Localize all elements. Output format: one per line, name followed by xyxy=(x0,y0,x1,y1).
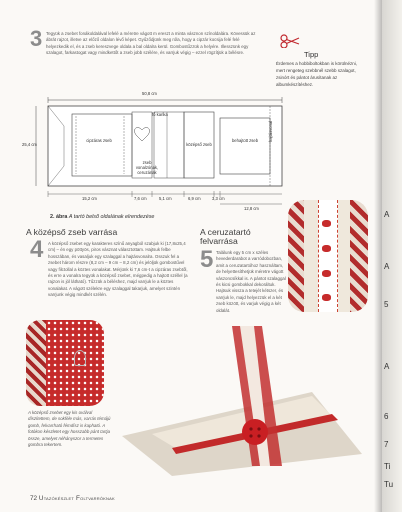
section4-paragraph: A középső zsebet egy karakteres színű anyagból szabjuk ki (17,8x25,4 cm) – én egy pöttyös, piros vásznat választottam. Hajtsuk felbe hosszában, és vasaljuk egy szalaggal a hajtásvonalra. Osszuk fel a zsebet három részre (8,2 cm – 9 cm – 8,2 cm) és jelöljük gombostűvel vagy filctollal a köztes vonalakat. Mérjünk ki 7,6 cm-t a cipzáras zsebtől, és erre a vonalra tegyük a középső zsebet, mégpedig a hajtott széllel (a rajzon is jól látható). Tűzzük a béléshez, majd varrjuk le a köztes vonalakat. A vágott szélekre egy szalaggal takarjuk, amelyet szintén varrjunk végig mindkét szélén. xyxy=(48,241,188,298)
book-page-right-edge xyxy=(382,0,402,512)
caption-number: 2. ábra xyxy=(50,214,68,220)
dim-bottom-5: 3,3 cm xyxy=(212,196,225,201)
dim-left: 25,4 cm xyxy=(22,142,37,147)
label-kozepso: középső zseb xyxy=(186,142,212,147)
label-behajtott: behajtott zseb xyxy=(231,138,259,143)
rolled-case-drawing xyxy=(112,326,374,476)
edge-letter: 5 xyxy=(384,300,389,309)
photo-ribbon-detail xyxy=(288,200,368,312)
page-footer xyxy=(30,495,115,502)
book-spine-shadow xyxy=(374,0,382,512)
label-fokarika: fő karika xyxy=(152,112,168,117)
photo-rolled-case xyxy=(112,326,374,476)
tip-text: Érdemes a hobbiboltokban is körülnézni, mert rengeteg szebbnél szebb szalagot, zsinórt és pántot árusítanak az albumkészítéshez. xyxy=(276,61,358,87)
dim-bottom-1: 15,2 cm xyxy=(82,196,97,201)
step-number-3: 3 xyxy=(30,26,43,51)
edge-letter: Tu xyxy=(384,480,394,489)
label-zseb-vonalzonak: zseb vonalzónak, ceruzának xyxy=(135,160,159,175)
edge-letter: A xyxy=(384,262,390,271)
step-number-4: 4 xyxy=(30,236,44,263)
heading-middle-pocket: A középső zseb varrása xyxy=(26,227,118,237)
diagram-inner-layout xyxy=(24,86,294,226)
heading-pencil-line1: A ceruzatartó xyxy=(200,227,251,237)
label-fold: hajtásvonal xyxy=(268,120,273,142)
caption-text: A tartó belső oldalának elrendezése xyxy=(68,214,155,220)
dim-bottom-2: 7,6 cm xyxy=(134,196,147,201)
tip-title: Tipp xyxy=(304,50,319,59)
edge-letter: A xyxy=(384,210,390,219)
button-icon xyxy=(322,220,331,227)
dim-top: 50,8 cm xyxy=(142,91,157,96)
scissors-icon xyxy=(280,34,300,48)
edge-letter: A xyxy=(384,362,390,371)
label-cipzaras: cipzáras zseb xyxy=(86,138,112,143)
section5-paragraph: Találunk egy 5 cm x széles hevederdarabot a varródobozban, amit a ceruzatartóhoz használtam, de helyettesíthetjük méretre vágott vászoncsíkkal is. A pántot szalaggal és kicsi gombokkal dekoráltuk. Hajtsuk vissza a tetejét kétszer, és varrjuk le, majd helyezzük el a két zseb között, és varjuk végig a két oldalát. xyxy=(216,250,286,313)
heading-pencil-line2: felvarrása xyxy=(200,236,238,246)
charm-icon xyxy=(74,350,86,366)
photo-caption: A középső zsebet egy kis oválval díszítettem, de sokféle más, varrás témájú gomb, felvarrható fémdísz is kapható. A fotókon készletet egy hosszabb pánt tartja össze, amelyet néhányszor a termetes gombra tekertem. xyxy=(28,410,111,448)
photo-polka-pocket xyxy=(26,320,104,406)
dim-bottom-4: 6,9 cm xyxy=(188,196,201,201)
dim-bottom-total: 12,8 cm xyxy=(244,206,259,211)
diagram-caption xyxy=(50,214,154,220)
step-number-5: 5 xyxy=(200,246,214,273)
page-number: 72 xyxy=(30,495,38,502)
button-icon xyxy=(322,270,331,277)
book-title: Utazókészlet Foltvarróknak xyxy=(38,495,115,502)
step3-paragraph: Tegyük a zsebet fonákoldalával lefelé a méretre vágott m ereszt a minta vásznon színoldalára. Kövessük az ábrát rajzot, illetve az előző oldalon lévő képet. Gyűződjünk meg róla, hogy a cipzár kocsija felé felé helyezkedik el, és a zseb kereszvege oldala a bal oldalra kerül. Gombostűzzük a helyére. Illesszünk egy szalagot, farkastogat vagy mindkettőt a zseb jobb szélére, és varrjuk végig – ezzel rögzítjük a bélésre. xyxy=(46,31,256,56)
dim-bottom-3: 5,1 cm xyxy=(159,196,172,201)
button-icon xyxy=(322,294,331,301)
edge-letter: 7 xyxy=(384,440,389,449)
button-icon xyxy=(322,245,331,252)
diagram-drawing xyxy=(24,86,294,226)
edge-letter: Ti xyxy=(384,462,391,471)
edge-letter: 6 xyxy=(384,412,389,421)
